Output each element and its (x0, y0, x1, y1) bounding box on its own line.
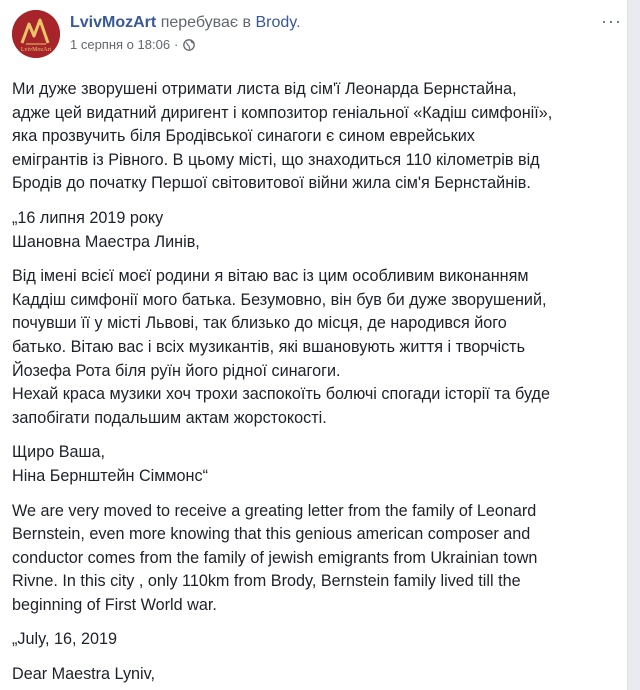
post-title-line (70, 13, 301, 33)
place-link[interactable]: Brody (255, 14, 297, 31)
more-options-button[interactable]: ··· (601, 11, 622, 31)
post-paragraph: Щиро Ваша, Ніна Бернштейн Сіммонс“ (12, 443, 208, 485)
post-meta (70, 13, 301, 53)
author-link[interactable]: LvivMozArt (70, 14, 157, 31)
separator-dot: · (174, 37, 179, 52)
place-suffix: . (296, 14, 301, 31)
page-avatar[interactable] (12, 10, 60, 58)
post-paragraph: Ми дуже зворушені отримати листа від сім'ї Леонарда Бернстайна, адже цей видатний диригент і композитор геніальної «Кадіш симфонії», яка прозвучить біля Бродівської синагоги є сином еврейських емігрантів із Рівного. В цьому місті, що знаходиться 110 кілометрів від Бродів до початку Першої світовитової війни жила сім'я Бернстайнів. (12, 80, 553, 193)
post-paragraph: We are very moved to receive a greating letter from the family of Leonard Bernstein, even more knowing that this genious american composer and conductor comes from the family of jewish emigrants from Ukrainian town Rivne. In this city , only 110km from Brody, Bernstein family lived till the beginning of First World war. (12, 501, 538, 614)
lvivmozart-logo-icon (12, 10, 60, 58)
post-paragraph: Dear Maestra Lyniv, (12, 665, 156, 684)
post-body (12, 78, 616, 690)
post-subtitle-line (70, 37, 301, 53)
post-paragraph: „16 липня 2019 року Шановна Маестра Линів, (12, 208, 200, 251)
checkin-action-text: перебуває в (160, 14, 252, 31)
post-paragraph: Від імені всієї моєї родини я вітаю вас із цим особливим виконанням Каддіш симфонії мого батька. Безумовно, він був би дуже зворушений, почувши її у місті Львові, так близько до місця, де народився його батько. Вітаю вас і всіх музикантів, які вшановують життя і творчість Йозефа Рота біля руїн його рідної синагоги. Нехай краса музики хоч трохи заспокоїть болючі спогади історії та буде запобігати подальшим актам жорстокості. (12, 267, 550, 427)
timestamp-link[interactable]: 1 серпня о 18:06 (70, 37, 171, 52)
globe-icon[interactable] (183, 39, 195, 51)
post-paragraph: „July, 16, 2019 (12, 630, 117, 649)
svg-text:LvivMozArt: LvivMozArt (20, 47, 52, 53)
post-header (12, 10, 622, 60)
